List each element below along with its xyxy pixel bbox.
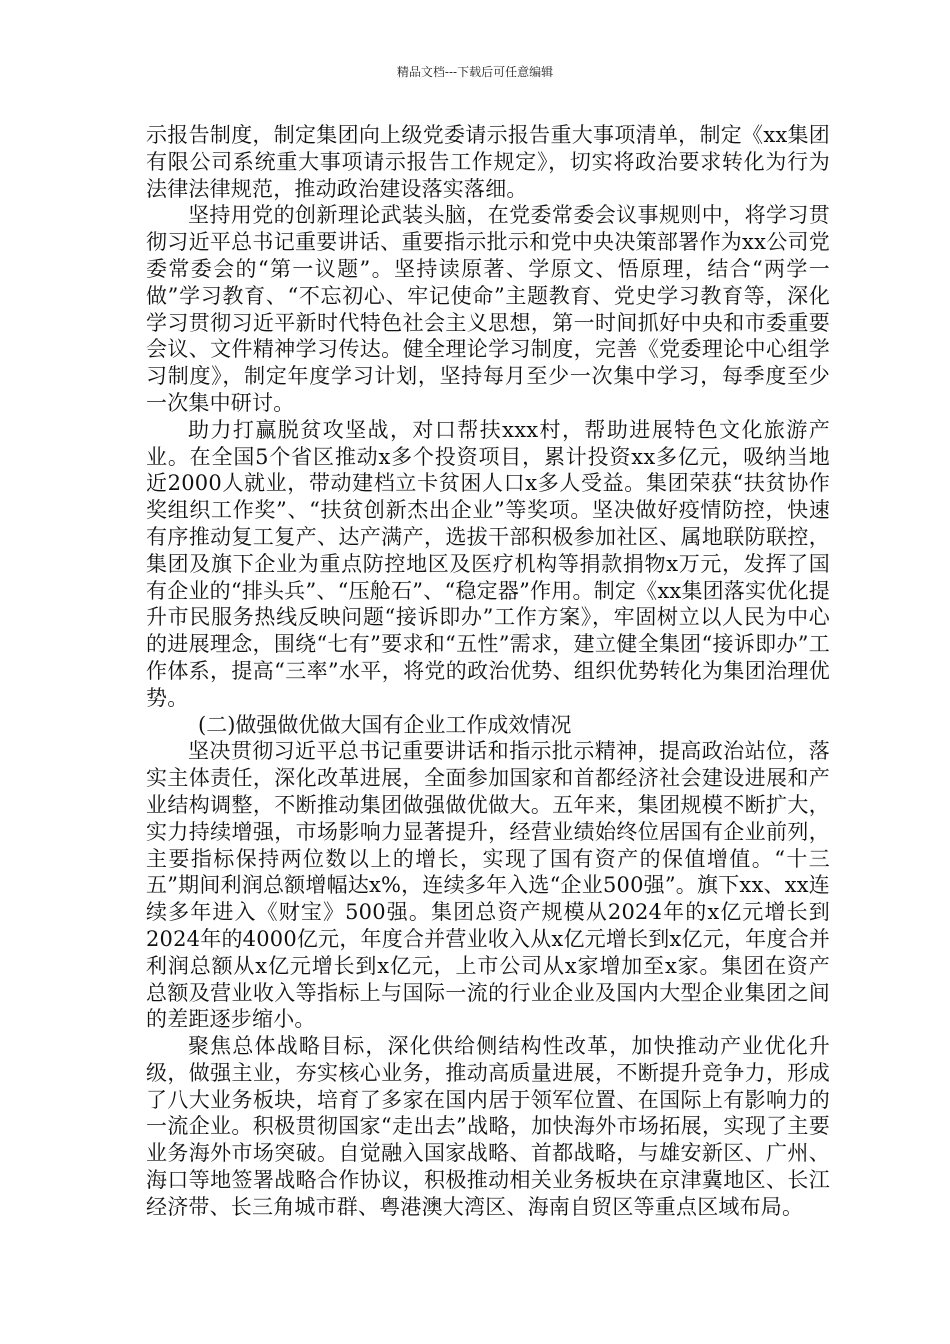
- paragraph-continuation: 示报告制度，制定集团向上级党委请示报告重大事项清单，制定《xx集团有限公司系统重大事项请示报告工作规定》，切实将政治要求转化为行为法律法律规范，推动政治建设落实落细。: [146, 123, 830, 201]
- page-header: 精品文档---下载后可任意编辑: [396, 65, 554, 79]
- paragraph-poverty-alleviation: 助力打赢脱贫攻坚战，对口帮扶xxx村，帮助进展特色文化旅游产业。在全国5个省区推动x多个投资项目，累计投资xx多亿元，吸纳当地近2000人就业，带动建档立卡贫困人口x多人受益。集团荣获“扶贫协作奖组织工作奖”、“扶贫创新杰出企业”等奖项。坚决做好疫情防控，快速有序推动复工复产、达产满产，选拔干部积极参加社区、属地联防联控，集团及旗下企业为重点防控地区及医疗机构等捐款捐物x万元，发挥了国有企业的“排头兵”、“压舱石”、“稳定器”作用。制定《xx集团落实优化提升市民服务热线反映问题“接诉即办”工作方案》，牢固树立以人民为中心的进展理念，围绕“七有”要求和“五性”需求，建立健全集团“接诉即办”工作体系，提高“三率”水平，将党的政治优势、组织优势转化为集团治理优势。: [146, 417, 830, 710]
- paragraph-theory-study: 坚持用党的创新理论武装头脑，在党委常委会议事规则中，将学习贯彻习近平总书记重要讲话、重要指示批示和党中央决策部署作为xx公司党委常委会的“第一议题”。坚持读原著、学原文、悟原理，结合“两学一做”学习教育、“不忘初心、牢记使命”主题教育、党史学习教育等，深化学习贯彻习近平新时代特色社会主义思想，第一时间抓好中央和市委重要会议、文件精神学习传达。健全理论学习制度，完善《党委理论中心组学习制度》，制定年度学习计划，坚持每月至少一次集中学习，每季度至少一次集中研讨。: [146, 203, 830, 415]
- paragraph-growth-results: 坚决贯彻习近平总书记重要讲话和指示批示精神，提高政治站位，落实主体责任，深化改革进展，全面参加国家和首都经济社会建设进展和产业结构调整，不断推动集团做强做优做大。五年来，集团规模不断扩大，实力持续增强，市场影响力显著提升，经营业绩始终位居国有企业前列，主要指标保持两位数以上的增长，实现了国有资产的保值增值。“十三五”期间利润总额增幅达x%，连续多年入选“企业500强”。旗下xx、xx连续多年进入《财宝》500强。集团总资产规模从2024年的x亿元增长到2024年的4000亿元，年度合并营业收入从x亿元增长到x亿元，年度合并利润总额从x亿元增长到x亿元，上市公司从x家增加至x家。集团在资产总额及营业收入等指标上与国际一流的行业企业及国内大型企业集团之间的差距逐步缩小。: [146, 739, 830, 1032]
- section-heading: (二)做强做优做大国有企业工作成效情况: [198, 712, 572, 737]
- paragraph-strategy: 聚焦总体战略目标，深化供给侧结构性改革，加快推动产业优化升级，做强主业，夯实核心业务，推动高质量进展，不断提升竞争力，形成了八大业务板块，培育了多家在国内居于领军位置、在国际上有影响力的一流企业。积极贯彻国家“走出去”战略，加快海外市场拓展，实现了主要业务海外市场突破。自觉融入国家战略、首都战略，与雄安新区、广州、海口等地签署战略合作协议，积极推动相关业务板块在京津冀地区、长江经济带、长三角城市群、粤港澳大湾区、海南自贸区等重点区域布局。: [146, 1034, 830, 1219]
- document-body: [146, 122, 830, 1221]
